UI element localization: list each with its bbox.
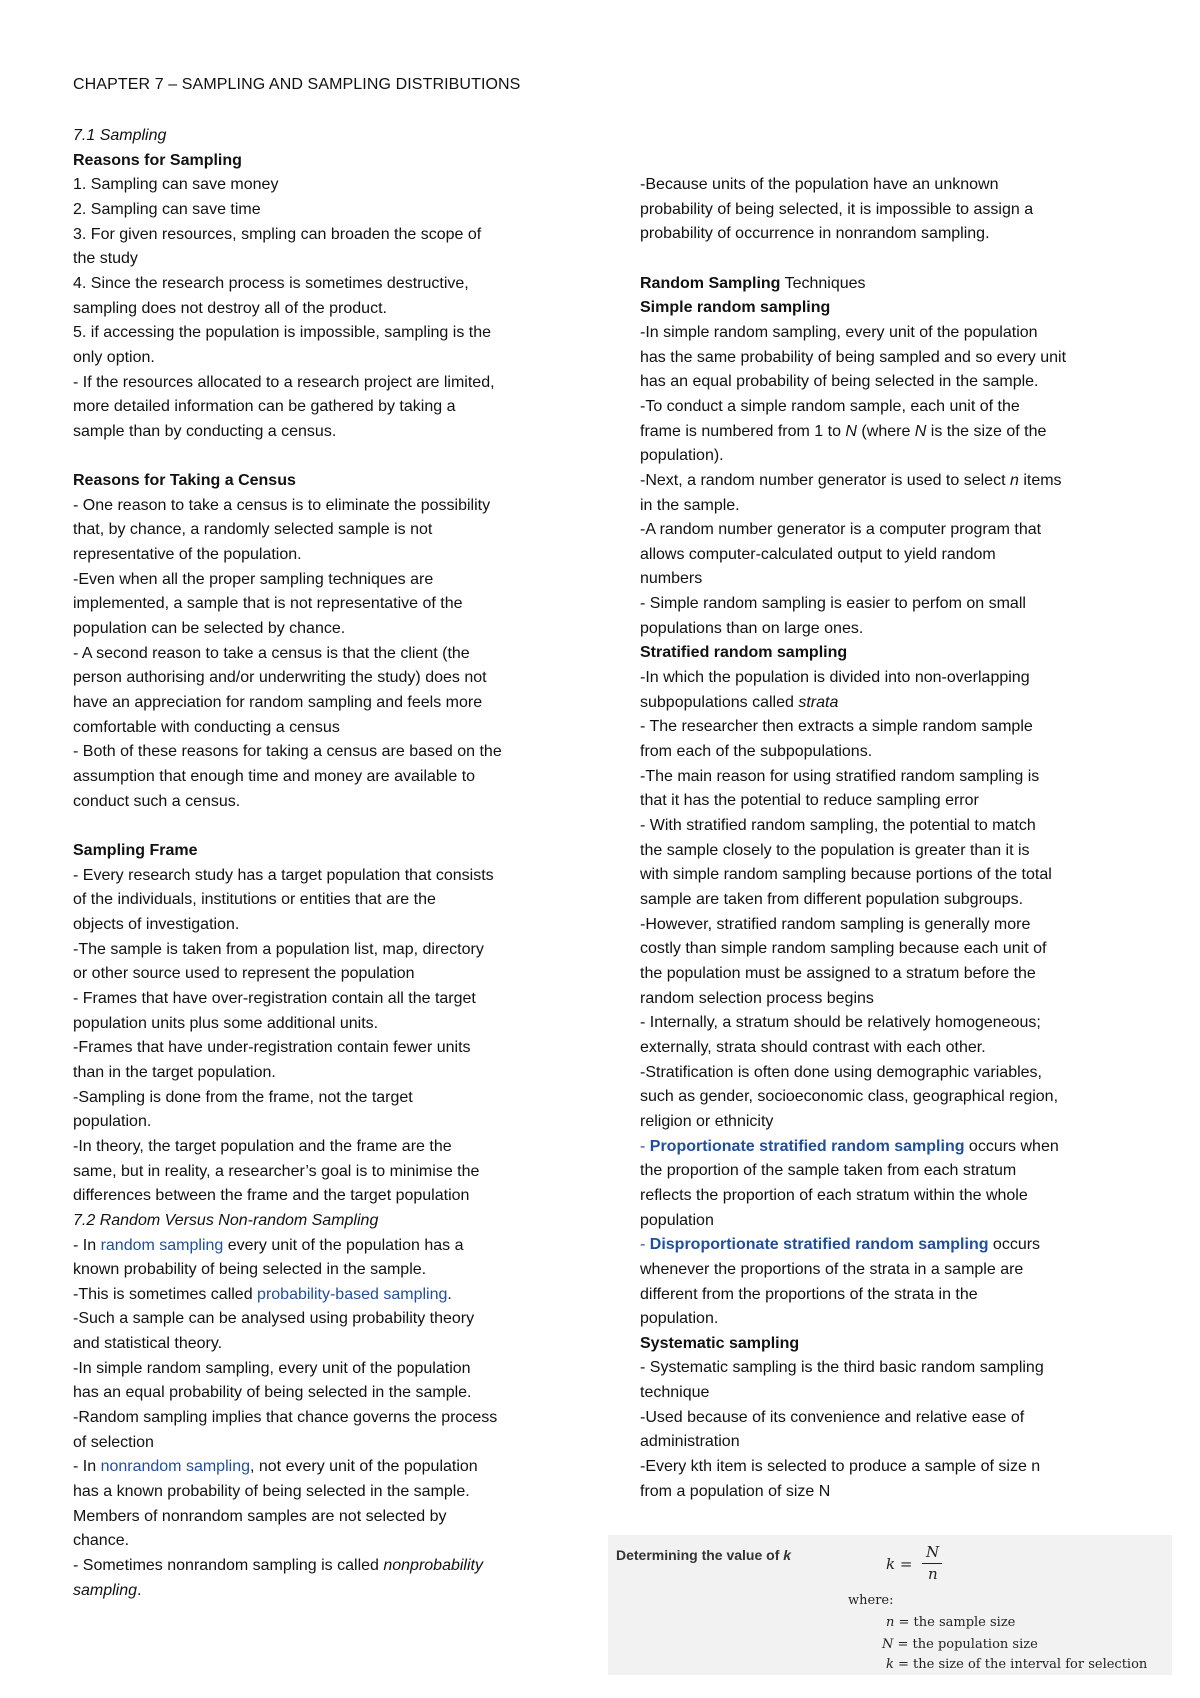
- text-line: - Systematic sampling is the third basic random sampling: [640, 1359, 1044, 1377]
- text-line: - The researcher then extracts a simple random sample: [640, 718, 1033, 736]
- text-line: -Sampling is done from the frame, not the target: [73, 1088, 413, 1106]
- text-line: -Used because of its convenience and relative ease of: [640, 1408, 1025, 1426]
- text-line: person authorising and/or underwriting the study) does not: [73, 669, 487, 687]
- text-line: has the same probability of being sampled and so every unit: [640, 348, 1067, 366]
- text-line: than in the target population.: [73, 1063, 276, 1081]
- text-line: - Frames that have over-registration contain all the target: [73, 989, 476, 1007]
- text-line: -Even when all the proper sampling techniques are: [73, 570, 434, 588]
- text-line: - Internally, a stratum should be relatively homogeneous;: [640, 1014, 1041, 1032]
- text-line: have an appreciation for random sampling and feels more: [73, 694, 483, 712]
- text-line: - Simple random sampling is easier to perfom on small: [640, 595, 1026, 613]
- text-line: representative of the population.: [73, 546, 302, 564]
- text-line: assumption that enough time and money are available to: [73, 768, 476, 786]
- text-line: population units plus some additional units.: [73, 1014, 379, 1032]
- text-line: probability of being selected, it is impossible to assign a: [640, 200, 1034, 218]
- text-line: 1. Sampling can save money: [73, 176, 279, 194]
- text-line: religion or ethnicity: [640, 1112, 774, 1130]
- text-line: externally, strata should contrast with each other.: [640, 1038, 986, 1056]
- text-line: more detailed information can be gathered by taking a: [73, 398, 456, 416]
- text-line: sample are taken from different population subgroups.: [640, 891, 1024, 909]
- text-line: chance.: [73, 1532, 130, 1550]
- text-line: only option.: [73, 348, 155, 366]
- text-line: populations than on large ones.: [640, 619, 864, 637]
- formula-label: Determining the value of k: [616, 1547, 792, 1563]
- text-line: - Every research study has a target population that consists: [73, 866, 494, 884]
- text-line: of the individuals, institutions or entities that are the: [73, 891, 436, 909]
- text-line: - With stratified random sampling, the potential to match: [640, 817, 1036, 835]
- reasons-for-sampling-heading: Reasons for Sampling: [73, 151, 242, 169]
- text-line: conduct such a census.: [73, 792, 241, 810]
- text-line: - In random sampling every unit of the population has a: [73, 1236, 464, 1254]
- text-line: Members of nonrandom samples are not selected by: [73, 1507, 447, 1525]
- text-line: comfortable with conducting a census: [73, 718, 340, 736]
- text-line: same, but in reality, a researcher’s goal is to minimise the: [73, 1162, 480, 1180]
- text-line: population.: [640, 1310, 719, 1328]
- text-line: or other source used to represent the population: [73, 965, 415, 983]
- text-line: - In nonrandom sampling, not every unit of the population: [73, 1458, 478, 1476]
- text-line: frame is numbered from 1 to N (where N is the size of the: [640, 422, 1047, 440]
- sampling-frame-heading: Sampling Frame: [73, 842, 198, 859]
- formula-image: Determining the value of k k = N n where: n = the sample size N = the population size k = the size of the interval for selection: [608, 1535, 1172, 1675]
- text-line: - Proportionate stratified random sampling occurs when: [640, 1137, 1059, 1155]
- right-column: [640, 173, 1140, 1504]
- text-line: population.: [73, 1113, 152, 1131]
- text-line: from each of the subpopulations.: [640, 743, 873, 761]
- text-line: costly than simple random sampling because each unit of: [640, 940, 1047, 958]
- text-line: 2. Sampling can save time: [73, 200, 261, 218]
- text-line: with simple random sampling because portions of the total: [640, 866, 1052, 884]
- text-line: -Such a sample can be analysed using probability theory: [73, 1310, 475, 1328]
- text-line: 4. Since the research process is sometimes destructive,: [73, 274, 469, 292]
- text-line: -In which the population is divided into non-overlapping: [640, 669, 1030, 687]
- text-line: -This is sometimes called probability-based sampling.: [73, 1285, 452, 1303]
- text-line: that, by chance, a randomly selected sample is not: [73, 521, 433, 539]
- keyword-strata: strata: [798, 693, 839, 711]
- text-line: the study: [73, 250, 138, 268]
- text-line: the population must be assigned to a stratum before the: [640, 964, 1036, 982]
- formula-def-N: N = the population size: [882, 1637, 1038, 1652]
- text-line: -The main reason for using stratified random sampling is: [640, 767, 1040, 785]
- text-line: known probability of being selected in the sample.: [73, 1261, 427, 1279]
- text-line: -Frames that have under-registration contain fewer units: [73, 1039, 471, 1057]
- text-line: -Every kth item is selected to produce a sample of size n: [640, 1458, 1041, 1476]
- chapter-title: CHAPTER 7 – SAMPLING AND SAMPLING DISTRIBUTIONS: [73, 76, 521, 93]
- section-heading-7-1: 7.1 Sampling: [73, 127, 167, 144]
- formula-def-k: k = the size of the interval for selection: [886, 1657, 1148, 1672]
- text-line: has a known probability of being selected in the sample.: [73, 1483, 470, 1501]
- keyword-random-sampling: random sampling: [100, 1236, 224, 1254]
- text-line: of selection: [73, 1433, 154, 1451]
- text-line: population: [640, 1211, 714, 1229]
- text-line: probability of occurrence in nonrandom sampling.: [640, 225, 990, 243]
- keyword-nonprobability: nonprobability: [383, 1557, 483, 1575]
- formula-where: where:: [848, 1593, 894, 1608]
- text-line: from a population of size N: [640, 1482, 831, 1500]
- text-line: population can be selected by chance.: [73, 620, 346, 638]
- text-line: population).: [640, 447, 724, 465]
- text-line: -To conduct a simple random sample, each unit of the: [640, 397, 1020, 415]
- text-line: - One reason to take a census is to eliminate the possibility: [73, 496, 491, 514]
- text-line: random selection process begins: [640, 989, 874, 1007]
- text-line: technique: [640, 1384, 710, 1402]
- text-line: numbers: [640, 570, 703, 588]
- text-line: the proportion of the sample taken from each stratum: [640, 1162, 1017, 1180]
- text-line: - Sometimes nonrandom sampling is called nonprobability: [73, 1557, 483, 1575]
- text-line: -Because units of the population have an unknown: [640, 176, 999, 193]
- text-line: -Next, a random number generator is used to select n items: [640, 471, 1062, 489]
- text-line: whenever the proportions of the strata in a sample are: [640, 1260, 1024, 1278]
- text-line: differences between the frame and the target population: [73, 1187, 470, 1205]
- text-line: - A second reason to take a census is that the client (the: [73, 644, 470, 662]
- formula-def-n: n = the sample size: [886, 1615, 1016, 1630]
- text-line: -Random sampling implies that chance governs the process: [73, 1409, 498, 1427]
- text-line: - If the resources allocated to a research project are limited,: [73, 373, 495, 391]
- text-line: has an equal probability of being selected in the sample.: [640, 373, 1039, 391]
- text-line: -The sample is taken from a population list, map, directory: [73, 940, 484, 958]
- text-line: implemented, a sample that is not representative of the: [73, 595, 463, 613]
- text-line: and statistical theory.: [73, 1335, 223, 1353]
- text-line: -However, stratified random sampling is generally more: [640, 915, 1031, 933]
- text-line: -In simple random sampling, every unit of the population: [640, 323, 1038, 341]
- text-line: allows computer-calculated output to yield random: [640, 545, 996, 563]
- text-line: different from the proportions of the strata in the: [640, 1285, 978, 1303]
- text-line: administration: [640, 1433, 740, 1451]
- stratified-random-sampling-heading: Stratified random sampling: [640, 644, 848, 662]
- text-line: - Disproportionate stratified random sampling occurs: [640, 1236, 1041, 1254]
- section-heading-7-2: 7.2 Random Versus Non-random Sampling: [73, 1211, 379, 1229]
- text-line: such as gender, socioeconomic class, geographical region,: [640, 1088, 1059, 1106]
- text-line: subpopulations called strata: [640, 693, 839, 711]
- text-line: - Both of these reasons for taking a census are based on the: [73, 743, 502, 761]
- text-line: sampling.: [73, 1581, 142, 1599]
- text-line: -Stratification is often done using demographic variables,: [640, 1063, 1042, 1081]
- systematic-sampling-heading: Systematic sampling: [640, 1334, 800, 1352]
- text-line: has an equal probability of being selected in the sample.: [73, 1384, 472, 1402]
- text-line: sample than by conducting a census.: [73, 422, 337, 440]
- random-sampling-techniques-heading: Random Sampling Techniques: [640, 274, 866, 292]
- text-line: -In simple random sampling, every unit of the population: [73, 1359, 471, 1377]
- text-line: 3. For given resources, smpling can broaden the scope of: [73, 225, 482, 243]
- keyword-nonrandom-sampling: nonrandom sampling: [100, 1458, 250, 1476]
- text-line: sampling does not destroy all of the product.: [73, 299, 387, 317]
- text-line: that it has the potential to reduce sampling error: [640, 792, 979, 810]
- keyword-probability-based-sampling: probability-based sampling: [257, 1285, 448, 1303]
- reasons-census-heading: Reasons for Taking a Census: [73, 472, 296, 490]
- text-line: in the sample.: [640, 496, 740, 514]
- text-line: -A random number generator is a computer program that: [640, 521, 1042, 539]
- text-line: the sample closely to the population is greater than it is: [640, 841, 1030, 859]
- text-line: 5. if accessing the population is impossible, sampling is the: [73, 324, 491, 342]
- simple-random-sampling-heading: Simple random sampling: [640, 299, 831, 317]
- left-column: [73, 124, 573, 1603]
- text-line: objects of investigation.: [73, 915, 240, 933]
- keyword-disproportionate: Disproportionate stratified random sampling: [649, 1236, 989, 1254]
- keyword-proportionate: Proportionate stratified random sampling: [649, 1137, 965, 1155]
- text-line: -In theory, the target population and the frame are the: [73, 1137, 452, 1155]
- text-line: reflects the proportion of each stratum within the whole: [640, 1186, 1028, 1204]
